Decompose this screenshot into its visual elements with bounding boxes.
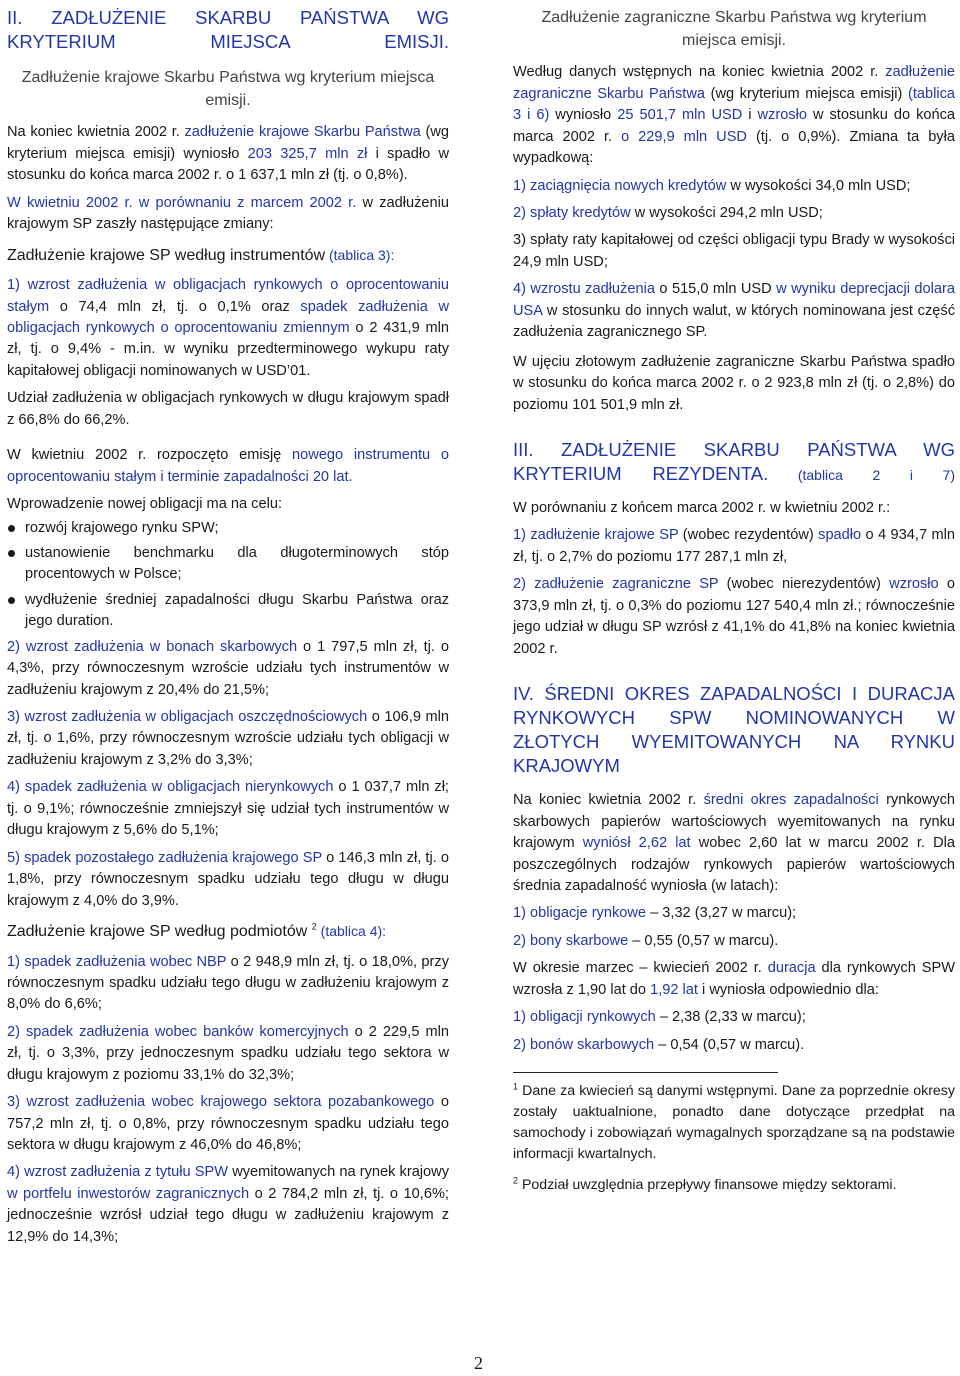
- paragraph-changes-intro: W kwietniu 2002 r. w porównaniu z marcem 2002 r. w zadłużeniu krajowym SP zaszły następujące zmiany:: [7, 194, 449, 233]
- section-heading-ii: II. ZADŁUŻENIE SKARBU PAŃSTWA WG KRYTERIUM MIEJSCA EMISJI.: [7, 7, 449, 53]
- item-foreign-4: 4) wzrostu zadłużenia o 515,0 mln USD w wyniku deprecjacji dolara USA w stosunku do innych walut, w których nominowana jest część zadłużenia zagranicznego SP.: [513, 281, 955, 341]
- item-holder-4: 4) wzrost zadłużenia z tytułu SPW wyemitowanych na rynek krajowy w portfelu inwestorów zagranicznych o 2 784,2 mln zł, tj. o 10,6%; jednocześnie wzrósł udział tego długu w zadłużeniu krajowym z 12,9% do 14,3%;: [7, 1164, 450, 1245]
- paragraph-domestic-summary: Na koniec kwietnia 2002 r. zadłużenie krajowe Skarbu Państwa (wg kryterium miejsca emisji) wyniosło 203 325,7 mln zł i spadło w stosunku do końca marca 2002 r. o 1 637,1 mln zł (tj. o 0,8%).: [7, 124, 449, 184]
- item-duration-2: 2) bonów skarbowych – 0,54 (0,57 w marcu).: [513, 1036, 805, 1053]
- item-foreign-3: 3) spłaty raty kapitałowej od części obligacji typu Brady w wysokości 24,9 mln USD;: [513, 232, 955, 270]
- paragraph-foreign-pln: W ujęciu złotowym zadłużenie zagraniczne Skarbu Państwa spadło w stosunku do końca marca 2002 r. o 2 923,8 mln zł (tj. o 2,8%) do poziomu 101 501,9 mln zł.: [513, 353, 955, 413]
- item-instrument-4: 4) spadek zadłużenia w obligacjach nierynkowych o 1 037,7 mln zł; tj. o 9,1%; równocześnie zmniejszył się udział tych instrumentów w długu krajowym z 5,6% do 5,1%;: [7, 779, 449, 839]
- list-item: rozwój krajowego rynku SPW;: [7, 518, 449, 539]
- footnote-1: $^1$ Dane za kwiecień są danymi wstępnymi. Dane za poprzednie okresy zostały uaktualnione, ponadto dane dotyczące przedpłat na samochody i zobowiązań wymagalnych sporządzane są na podstawie informacji kwartalnych.: [513, 1081, 955, 1162]
- heading-by-instrument: Zadłużenie krajowe SP według instrumentów (tablica 3):: [7, 246, 395, 264]
- left-column: [7, 6, 449, 1254]
- item-instrument-3: 3) wzrost zadłużenia w obligacjach oszczędnościowych o 106,9 mln zł, tj. o 1,6%, przy równoczesnym wzroście udziału tych obligacji w zadłużeniu krajowym z 3,2% do 3,3%;: [7, 709, 450, 768]
- footnote-divider: [513, 1072, 778, 1073]
- item-foreign-1: 1) zaciągnięcia nowych kredytów w wysokości 34,0 mln USD;: [513, 177, 911, 194]
- item-holder-3: 3) wzrost zadłużenia wobec krajowego sektora pozabankowego o 757,2 mln zł, tj. o 0,8%, przy równoczesnym spadku udziału tego sektora w długu krajowym z 46,0% do 46,8%;: [7, 1094, 449, 1153]
- paragraph-new-bond-goals: Wprowadzenie nowej obligacji ma na celu:: [7, 496, 282, 513]
- paragraph-duration: W okresie marzec – kwiecień 2002 r. duracja dla rynkowych SPW wzrosła z 1,90 lat do 1,92 lat i wyniosła odpowiednio dla:: [513, 960, 955, 998]
- right-column: [513, 6, 955, 1205]
- paragraph-new-instrument: W kwietniu 2002 r. rozpoczęto emisję nowego instrumentu o oprocentowaniu stałym i terminie zapadalności 20 lat.: [7, 447, 449, 485]
- page-number: 2: [474, 1353, 483, 1373]
- item-instrument-2: 2) wzrost zadłużenia w bonach skarbowych o 1 797,5 mln zł, tj. o 4,3%, przy równoczesnym wzroście udziału tych instrumentów w zadłużeniu krajowym z 20,4% do 21,5%;: [7, 638, 449, 698]
- item-holder-1: 1) spadek zadłużenia wobec NBP o 2 948,9 mln zł, tj. o 18,0%, przy równoczesnym spadku udziału tego długu w zadłużeniu krajowym z 8,0% do 6,6%;: [7, 953, 450, 1013]
- footnote-2: $^2$ Podział uwzględnia przepływy finansowe między sektorami.: [513, 1174, 897, 1193]
- item-maturity-1: 1) obligacje rynkowe – 3,32 (3,27 w marcu);: [513, 905, 797, 922]
- bullet-icon: [8, 525, 15, 532]
- bullet-icon: [8, 550, 15, 557]
- section-heading-iv: IV. ŚREDNI OKRES ZAPADALNOŚCI I DURACJA RYNKOWYCH SPW NOMINOWANYCH W ZŁOTYCH WYEMITOWANYCH NA RYNKU KRAJOWYM: [513, 683, 955, 777]
- paragraph-foreign-summary: Według danych wstępnych na koniec kwietnia 2002 r. zadłużenie zagraniczne Skarbu Państwa (wg kryterium miejsca emisji) (tablica 3 i 6) wyniosło 25 501,7 mln USD i wzrosło w stosunku do końca marca 2002 r. o 229,9 mln USD (tj. o 0,9%). Zmiana ta była wypadkową:: [513, 64, 956, 167]
- item-maturity-2: 2) bony skarbowe – 0,55 (0,57 w marcu).: [513, 932, 779, 949]
- item-instrument-5: 5) spadek pozostałego zadłużenia krajowego SP o 146,3 mln zł, tj. o 1,8%, przy równoczesnym spadku udziału tego długu w długu krajowym z 4,0% do 3,9%.: [7, 849, 450, 909]
- item-resident-1: 1) zadłużenie krajowe SP (wobec rezydentów) spadło o 4 934,7 mln zł, tj. o 2,7% do poziomu 177 287,1 mln zł,: [513, 527, 955, 565]
- paragraph-market-bond-share: Udział zadłużenia w obligacjach rynkowych w długu krajowym spadł z 66,8% do 66,2%.: [7, 390, 449, 428]
- subheading-foreign-debt: Zadłużenie zagraniczne Skarbu Państwa wg kryterium miejsca emisji.: [541, 9, 927, 50]
- bullet-icon: [8, 597, 15, 604]
- list-item: wydłużenie średniej zapadalności długu Skarbu Państwa oraz jego duration.: [7, 590, 449, 633]
- item-duration-1: 1) obligacji rynkowych – 2,38 (2,33 w marcu);: [513, 1009, 806, 1026]
- heading-by-holder: Zadłużenie krajowe SP według podmiotów $^2$ (tablica 4):: [7, 921, 387, 940]
- item-instrument-1: 1) wzrost zadłużenia w obligacjach rynkowych o oprocentowaniu stałym o 74,4 mln zł, tj. o 0,1% oraz spadek zadłużenia w obligacjach rynkowych o oprocentowaniu zmiennym o 2 431,9 mln zł, tj. o 9,4% - m.in. w wyniku przedterminowego wykupu raty kapitałowej obligacji nominowanych w USD’01.: [7, 277, 449, 379]
- item-holder-2: 2) spadek zadłużenia wobec banków komercyjnych o 2 229,5 mln zł, tj. o 3,3%, przy jednoczesnym spadku udziału tego sektora w długu krajowym z poziomu 33,1% do 32,3%;: [7, 1023, 449, 1083]
- paragraph-resident-intro: W porównaniu z końcem marca 2002 r. w kwietniu 2002 r.:: [513, 500, 891, 517]
- list-item: ustanowienie benchmarku dla długoterminowych stóp procentowych w Polsce;: [7, 543, 449, 586]
- goals-list: [7, 518, 449, 633]
- item-foreign-2: 2) spłaty kredytów w wysokości 294,2 mln USD;: [513, 205, 823, 221]
- section-heading-iii: III. ZADŁUŻENIE SKARBU PAŃSTWA WG KRYTERIUM REZYDENTA. (tablica 2 i 7): [513, 438, 955, 484]
- item-resident-2: 2) zadłużenie zagraniczne SP (wobec nierezydentów) wzrosło o 373,9 mln zł, tj. o 0,3% do poziomu 127 540,4 mln zł.; równocześnie jego udział w długu SP wzrósł z 41,1% do 41,8% na koniec kwietnia 2002 r.: [513, 576, 956, 657]
- subheading-domestic-debt: Zadłużenie krajowe Skarbu Państwa wg kryterium miejsca emisji.: [21, 69, 435, 110]
- paragraph-maturity: Na koniec kwietnia 2002 r. średni okres zapadalności rynkowych skarbowych papierów wartościowych wyemitowanych na rynku krajowym wyniósł 2,62 lat wobec 2,60 lat w marcu 2002 r. Dla poszczególnych rodzajów rynkowych papierów wartościowych średnia zapadalność wyniosła (w latach):: [513, 792, 956, 895]
